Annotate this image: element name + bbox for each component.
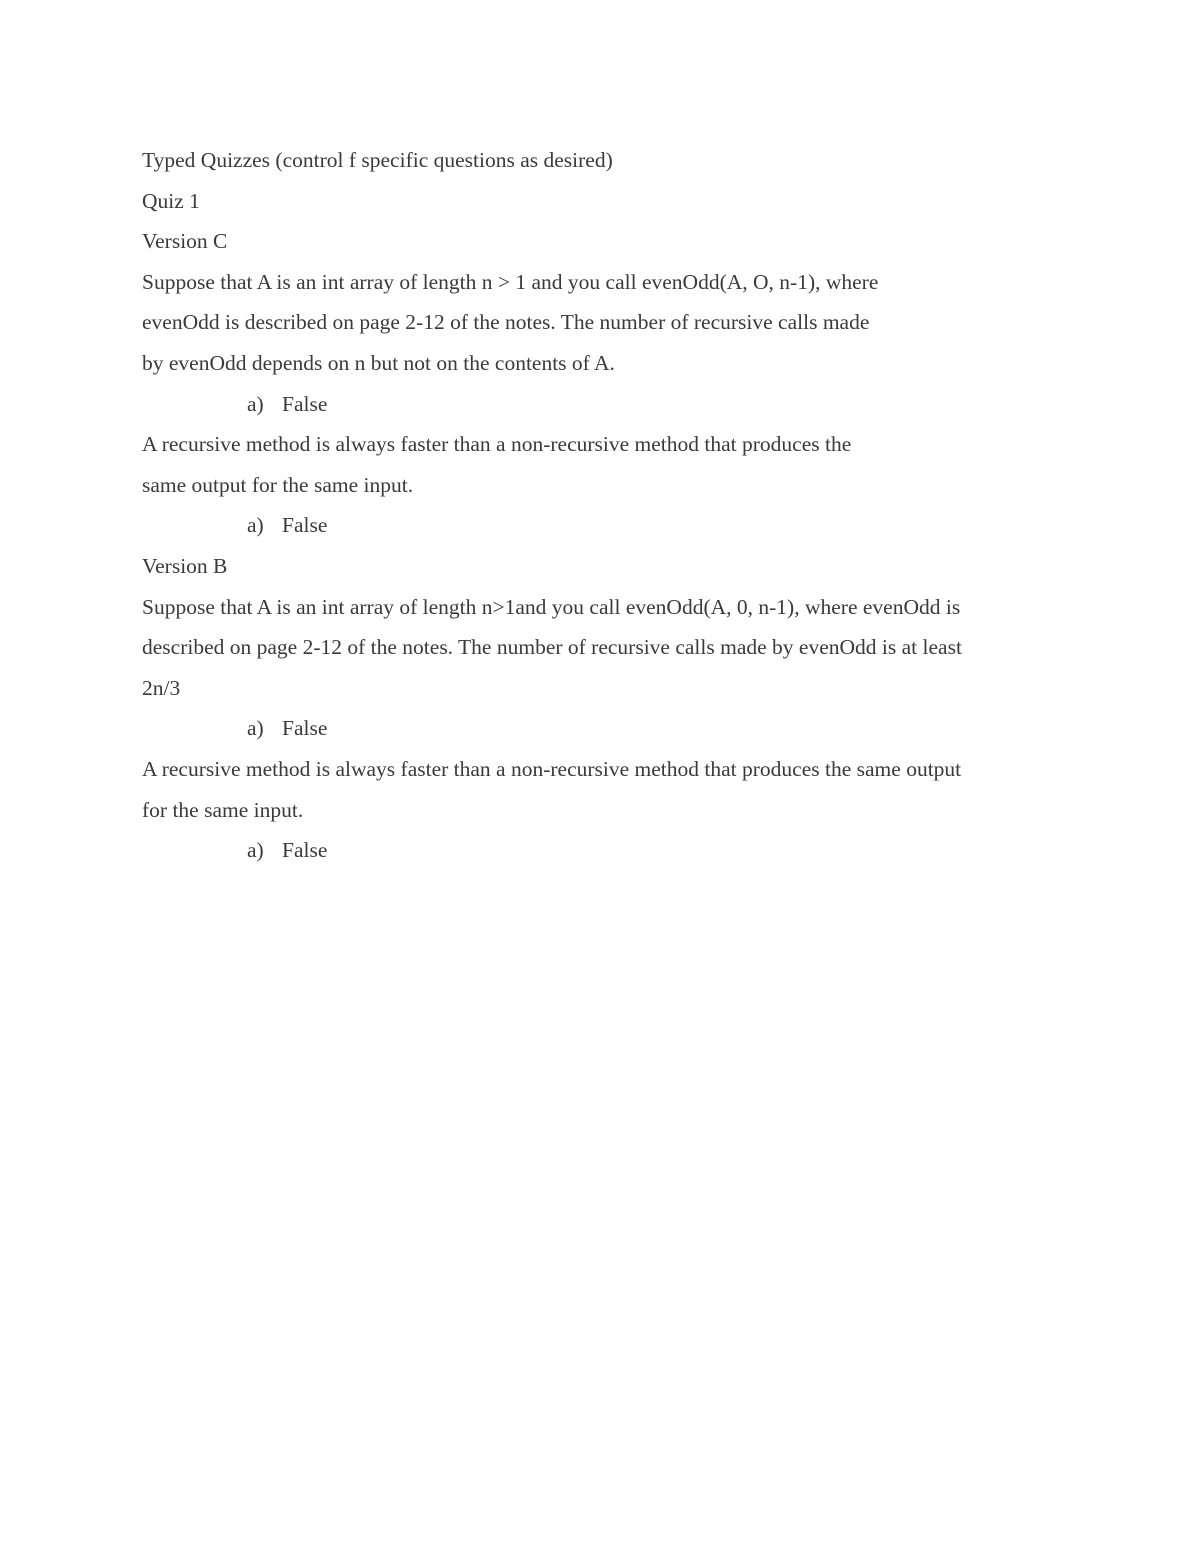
answer-letter: a) xyxy=(247,838,264,863)
question xyxy=(142,424,1062,546)
question-text-line: Suppose that A is an int array of length n > 1 and you call evenOdd(A, O, n-1), where xyxy=(142,269,879,294)
question-text-line: A recursive method is always faster than a non-recursive method that produces the xyxy=(142,432,852,457)
answer-option xyxy=(142,708,1062,749)
question-text-line: by evenOdd depends on n but not on the contents of A. xyxy=(142,350,615,375)
answer-option xyxy=(142,830,1062,871)
answer-letter: a) xyxy=(247,391,264,416)
question xyxy=(142,262,1062,424)
answer-text: False xyxy=(282,838,328,863)
section-heading: Version C xyxy=(142,229,228,254)
question-text-line: evenOdd is described on page 2-12 of the notes. The number of recursive calls made xyxy=(142,310,870,335)
answer-option xyxy=(142,384,1062,425)
question-text-line: same output for the same input. xyxy=(142,472,414,497)
answer-letter: a) xyxy=(247,716,264,741)
answer-text: False xyxy=(282,391,328,416)
quiz-heading: Quiz 1 xyxy=(142,188,200,213)
question xyxy=(142,749,1062,871)
section-heading: Version B xyxy=(142,553,228,578)
document-body xyxy=(142,140,1062,871)
question-text-line: Suppose that A is an int array of length n>1and you call evenOdd(A, 0, n-1), where evenOdd is xyxy=(142,594,961,619)
question xyxy=(142,587,1062,749)
answer-option xyxy=(142,505,1062,546)
question-text-line: for the same input. xyxy=(142,797,304,822)
answer-text: False xyxy=(282,513,328,538)
question-text-line: A recursive method is always faster than a non-recursive method that produces the same output xyxy=(142,756,962,781)
question-text-line: described on page 2-12 of the notes. The number of recursive calls made by evenOdd is at least xyxy=(142,635,962,660)
answer-text: False xyxy=(282,716,328,741)
document-title: Typed Quizzes (control f specific questions as desired) xyxy=(142,148,613,172)
question-text-line: 2n/3 xyxy=(142,675,181,700)
answer-letter: a) xyxy=(247,513,264,538)
